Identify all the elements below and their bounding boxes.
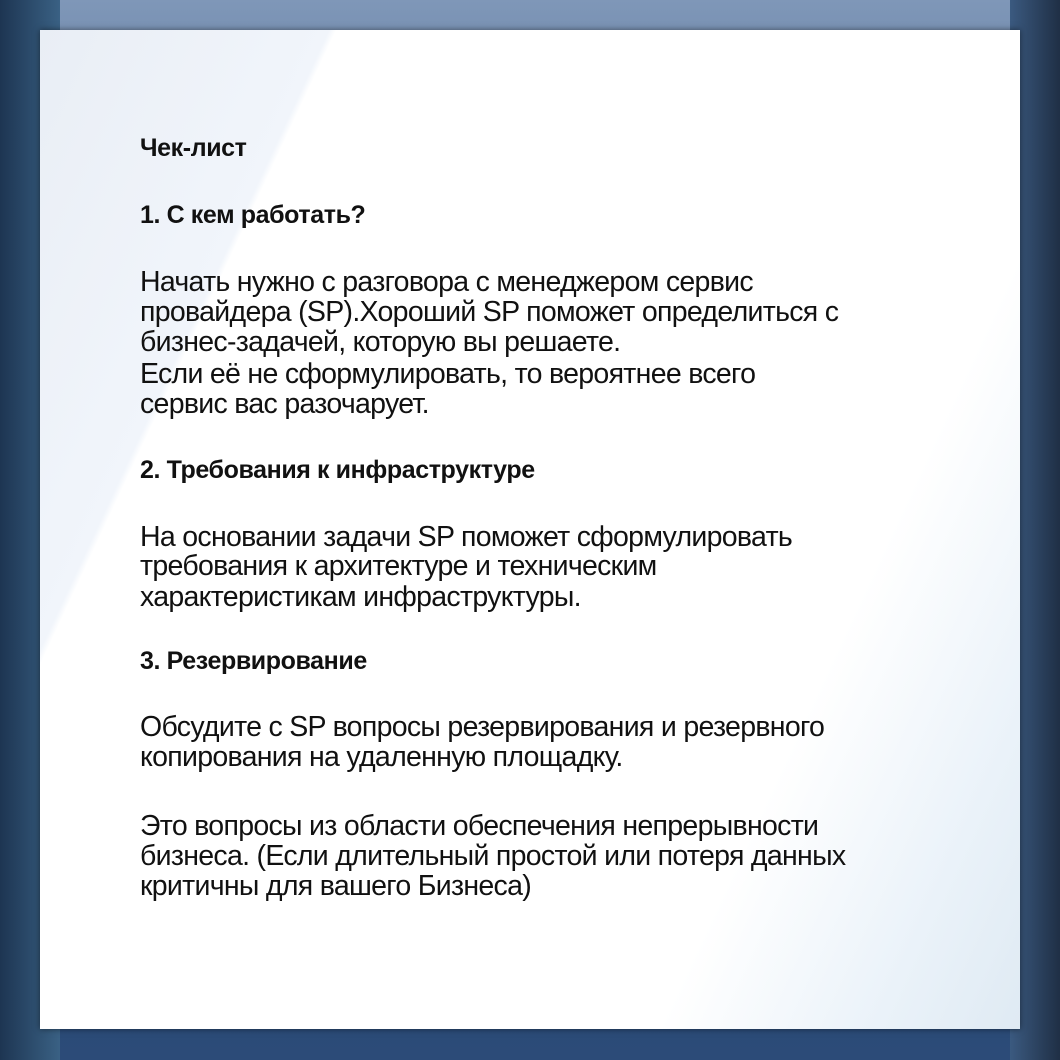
paragraph-line: требования к архитектуре и техническим	[140, 550, 657, 582]
paragraph-line: Это вопросы из области обеспечения непрерывности	[140, 810, 819, 842]
section-heading: 3. Резервирование	[140, 647, 367, 675]
paragraph-line: На основании задачи SP поможет сформулировать	[140, 521, 793, 553]
paragraph-line: Начать нужно с разговора с менеджером сервис	[140, 266, 753, 298]
paragraph-line: характеристикам инфраструктуры.	[140, 581, 581, 613]
paragraph-line: бизнеса. (Если длительный простой или потеря данных	[140, 840, 846, 872]
document-title: Чек-лист	[140, 134, 247, 162]
paragraph-line: сервис вас разочарует.	[140, 388, 429, 420]
section-heading: 2. Требования к инфраструктуре	[140, 456, 535, 484]
paragraph-line: Обсудите с SP вопросы резервирования и резервного	[140, 711, 825, 743]
paragraph-line: критичны для вашего Бизнеса)	[140, 870, 532, 902]
paragraph-line: Если её не сформулировать, то вероятнее всего	[140, 358, 756, 390]
section-heading: 1. С кем работать?	[140, 201, 366, 229]
paragraph-line: копирования на удаленную площадку.	[140, 741, 623, 773]
paragraph-line: провайдера (SP).Хороший SP поможет определиться с	[140, 296, 839, 328]
paragraph-line: бизнес-задачей, которую вы решаете.	[140, 326, 621, 358]
